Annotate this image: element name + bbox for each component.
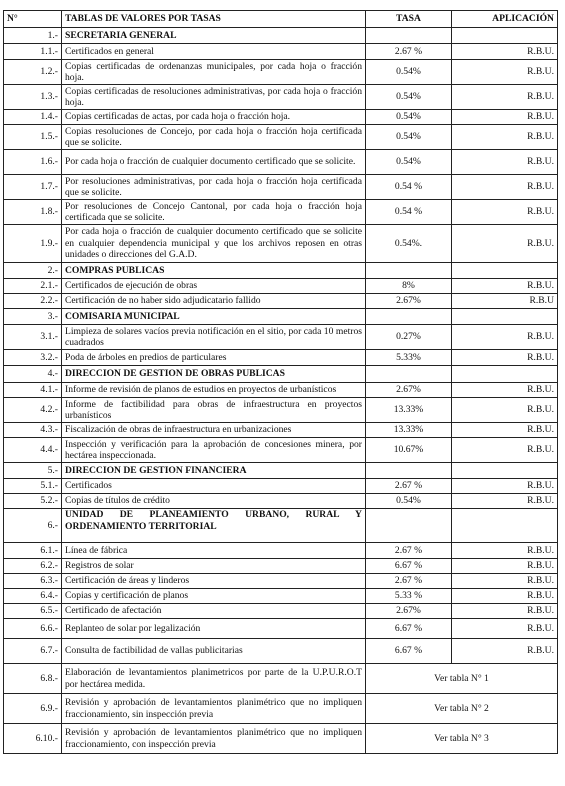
section-number: 3.- bbox=[4, 309, 62, 325]
item-description: Registros de solar bbox=[62, 559, 366, 574]
item-description: Certificado de afectación bbox=[62, 604, 366, 619]
section-title: UNIDAD DE PLANEAMIENTO URBANO, RURAL Y ORDENAMIENTO TERRITORIAL bbox=[62, 509, 366, 543]
tasa-cell bbox=[366, 509, 452, 543]
tasa-value: 0.54% bbox=[366, 150, 452, 175]
item-number: 6.6.- bbox=[4, 619, 62, 639]
tasa-value: 6.67 % bbox=[366, 639, 452, 664]
tasa-cell bbox=[366, 263, 452, 279]
item-description: Copias certificadas de resoluciones administrativas, por cada hoja o fracción hoja. bbox=[62, 85, 366, 110]
item-description: Elaboración de levantamientos planimetricos por parte de la U.P.U.R.O.T por hectárea medida. bbox=[62, 664, 366, 694]
table-row bbox=[4, 325, 558, 350]
table-row bbox=[4, 44, 558, 60]
table-row bbox=[4, 398, 558, 423]
table-body bbox=[4, 28, 558, 754]
header-num: N° bbox=[4, 11, 62, 28]
tasa-value: 6.67 % bbox=[366, 619, 452, 639]
item-number: 5.1.- bbox=[4, 479, 62, 494]
aplicacion-value: R.B.U. bbox=[452, 225, 558, 263]
table-reference: Ver tabla N° 3 bbox=[366, 724, 558, 754]
tasa-value: 0.54% bbox=[366, 60, 452, 85]
item-description: Limpieza de solares vacíos previa notificación en el sitio, por cada 10 metros cuadrados bbox=[62, 325, 366, 350]
tasa-value: 0.27% bbox=[366, 325, 452, 350]
table-row bbox=[4, 150, 558, 175]
aplicacion-value: R.B.U. bbox=[452, 479, 558, 494]
table-row bbox=[4, 494, 558, 509]
table-row bbox=[4, 60, 558, 85]
table-reference: Ver tabla N° 2 bbox=[366, 694, 558, 724]
item-number: 1.6.- bbox=[4, 150, 62, 175]
table-row bbox=[4, 175, 558, 200]
aplicacion-value: R.B.U. bbox=[452, 559, 558, 574]
item-description: Copias certificadas de actas, por cada hoja o fracción hoja. bbox=[62, 110, 366, 125]
table-row bbox=[4, 604, 558, 619]
aplicacion-value: R.B.U. bbox=[452, 150, 558, 175]
item-description: Certificación de no haber sido adjudicatario fallido bbox=[62, 294, 366, 309]
aplicacion-value: R.B.U. bbox=[452, 589, 558, 604]
item-number: 6.3.- bbox=[4, 574, 62, 589]
item-description: Por cada hoja o fracción de cualquier documento certificado que se solicite en cualquier dependencia municipal y que los archivos reposen en otras unidades o direcciones del G.A.D. bbox=[62, 225, 366, 263]
section-number: 2.- bbox=[4, 263, 62, 279]
item-number: 6.2.- bbox=[4, 559, 62, 574]
item-description: Línea de fábrica bbox=[62, 543, 366, 559]
tasa-value: 13.33% bbox=[366, 423, 452, 438]
item-description: Informe de revisión de planos de estudios en proyectos de urbanísticos bbox=[62, 383, 366, 398]
item-number: 1.7.- bbox=[4, 175, 62, 200]
table-row bbox=[4, 589, 558, 604]
item-number: 4.2.- bbox=[4, 398, 62, 423]
table-row bbox=[4, 279, 558, 294]
aplicacion-value: R.B.U. bbox=[452, 110, 558, 125]
table-row bbox=[4, 639, 558, 664]
item-description: Replanteo de solar por legalización bbox=[62, 619, 366, 639]
item-number: 2.1.- bbox=[4, 279, 62, 294]
section-number: 6.- bbox=[4, 509, 62, 543]
item-description: Copias resoluciones de Concejo, por cada hoja o fracción hoja certificada que se solicite. bbox=[62, 125, 366, 150]
item-description: Certificados de ejecución de obras bbox=[62, 279, 366, 294]
section-row bbox=[4, 366, 558, 383]
table-row bbox=[4, 724, 558, 754]
item-number: 6.4.- bbox=[4, 589, 62, 604]
tasas-table bbox=[3, 10, 558, 754]
tasa-value: 10.67% bbox=[366, 438, 452, 463]
table-row bbox=[4, 574, 558, 589]
table-row bbox=[4, 694, 558, 724]
item-description: Copias certificadas de ordenanzas municipales, por cada hoja o fracción hoja. bbox=[62, 60, 366, 85]
item-description: Inspección y verificación para la aprobación de concesiones minera, por hectárea inspeccionada. bbox=[62, 438, 366, 463]
item-number: 6.5.- bbox=[4, 604, 62, 619]
section-row bbox=[4, 509, 558, 543]
item-number: 5.2.- bbox=[4, 494, 62, 509]
aplicacion-value: R.B.U. bbox=[452, 44, 558, 60]
tasa-value: 2.67 % bbox=[366, 44, 452, 60]
item-number: 4.3.- bbox=[4, 423, 62, 438]
tasa-value: 0.54 % bbox=[366, 175, 452, 200]
aplicacion-value: R.B.U. bbox=[452, 200, 558, 225]
item-number: 1.8.- bbox=[4, 200, 62, 225]
aplicacion-value: R.B.U bbox=[452, 294, 558, 309]
tasa-cell bbox=[366, 28, 452, 44]
table-row bbox=[4, 294, 558, 309]
item-description: Certificación de áreas y linderos bbox=[62, 574, 366, 589]
item-number: 1.3.- bbox=[4, 85, 62, 110]
item-number: 1.5.- bbox=[4, 125, 62, 150]
item-description: Poda de árboles en predios de particulares bbox=[62, 350, 366, 366]
tasa-value: 2.67 % bbox=[366, 479, 452, 494]
header-tasa: TASA bbox=[366, 11, 452, 28]
aplicacion-cell bbox=[452, 463, 558, 479]
item-number: 3.1.- bbox=[4, 325, 62, 350]
tasa-value: 0.54%. bbox=[366, 225, 452, 263]
tasa-value: 5.33% bbox=[366, 350, 452, 366]
item-description: Revisión y aprobación de levantamientos planimétrico que no impliquen fraccionamiento, sin inspección previa bbox=[62, 694, 366, 724]
section-row bbox=[4, 263, 558, 279]
table-row bbox=[4, 543, 558, 559]
table-header-row bbox=[4, 11, 558, 28]
header-aplicacion: APLICACIÓN bbox=[452, 11, 558, 28]
aplicacion-cell bbox=[452, 28, 558, 44]
item-description: Por resoluciones de Concejo Cantonal, por cada hoja o fracción hoja certificada que se solicite. bbox=[62, 200, 366, 225]
item-description: Revisión y aprobación de levantamientos planimétrico que no impliquen fraccionamiento, con inspección previa bbox=[62, 724, 366, 754]
tasa-value: 0.54% bbox=[366, 494, 452, 509]
aplicacion-value: R.B.U. bbox=[452, 398, 558, 423]
item-description: Certificados en general bbox=[62, 44, 366, 60]
item-number: 3.2.- bbox=[4, 350, 62, 366]
table-row bbox=[4, 200, 558, 225]
item-description: Informe de factibilidad para obras de infraestructura en proyectos urbanísticos bbox=[62, 398, 366, 423]
section-title: DIRECCION DE GESTION FINANCIERA bbox=[62, 463, 366, 479]
aplicacion-cell bbox=[452, 309, 558, 325]
table-row bbox=[4, 350, 558, 366]
table-row bbox=[4, 423, 558, 438]
tasa-value: 5.33 % bbox=[366, 589, 452, 604]
aplicacion-value: R.B.U. bbox=[452, 383, 558, 398]
tasa-value: 2.67% bbox=[366, 294, 452, 309]
item-number: 2.2.- bbox=[4, 294, 62, 309]
section-row bbox=[4, 463, 558, 479]
table-row bbox=[4, 383, 558, 398]
item-number: 6.7.- bbox=[4, 639, 62, 664]
item-number: 6.8.- bbox=[4, 664, 62, 694]
section-number: 1.- bbox=[4, 28, 62, 44]
table-row bbox=[4, 85, 558, 110]
aplicacion-value: R.B.U. bbox=[452, 574, 558, 589]
section-title: COMISARIA MUNICIPAL bbox=[62, 309, 366, 325]
aplicacion-value: R.B.U. bbox=[452, 85, 558, 110]
item-description: Copias de títulos de crédito bbox=[62, 494, 366, 509]
aplicacion-value: R.B.U. bbox=[452, 60, 558, 85]
section-number: 5.- bbox=[4, 463, 62, 479]
item-description: Por resoluciones administrativas, por cada hoja o fracción hoja certificada que se solicite. bbox=[62, 175, 366, 200]
item-description: Consulta de factibilidad de vallas publicitarias bbox=[62, 639, 366, 664]
aplicacion-value: R.B.U. bbox=[452, 639, 558, 664]
aplicacion-value: R.B.U. bbox=[452, 604, 558, 619]
aplicacion-value: R.B.U. bbox=[452, 175, 558, 200]
aplicacion-value: R.B.U. bbox=[452, 423, 558, 438]
aplicacion-value: R.B.U. bbox=[452, 494, 558, 509]
tasa-value: 0.54% bbox=[366, 110, 452, 125]
table-row bbox=[4, 619, 558, 639]
table-row bbox=[4, 438, 558, 463]
tasa-cell bbox=[366, 366, 452, 383]
aplicacion-value: R.B.U. bbox=[452, 543, 558, 559]
tasa-cell bbox=[366, 309, 452, 325]
aplicacion-cell bbox=[452, 509, 558, 543]
tasa-value: 13.33% bbox=[366, 398, 452, 423]
tasa-value: 0.54 % bbox=[366, 200, 452, 225]
item-description: Fiscalización de obras de infraestructura en urbanizaciones bbox=[62, 423, 366, 438]
aplicacion-cell bbox=[452, 366, 558, 383]
aplicacion-value: R.B.U. bbox=[452, 325, 558, 350]
section-row bbox=[4, 28, 558, 44]
item-description: Copias y certificación de planos bbox=[62, 589, 366, 604]
section-title: DIRECCION DE GESTION DE OBRAS PUBLICAS bbox=[62, 366, 366, 383]
item-number: 1.4.- bbox=[4, 110, 62, 125]
table-row bbox=[4, 225, 558, 263]
section-number: 4.- bbox=[4, 366, 62, 383]
item-number: 6.9.- bbox=[4, 694, 62, 724]
item-description: Por cada hoja o fracción de cualquier documento certificado que se solicite. bbox=[62, 150, 366, 175]
item-description: Certificados bbox=[62, 479, 366, 494]
table-reference: Ver tabla N° 1 bbox=[366, 664, 558, 694]
tasa-value: 0.54% bbox=[366, 85, 452, 110]
item-number: 4.1.- bbox=[4, 383, 62, 398]
header-description: TABLAS DE VALORES POR TASAS bbox=[62, 11, 366, 28]
tasa-value: 2.67 % bbox=[366, 574, 452, 589]
tasa-value: 6.67 % bbox=[366, 559, 452, 574]
table-row bbox=[4, 664, 558, 694]
item-number: 6.1.- bbox=[4, 543, 62, 559]
aplicacion-value: R.B.U. bbox=[452, 350, 558, 366]
tasa-cell bbox=[366, 463, 452, 479]
aplicacion-value: R.B.U. bbox=[452, 619, 558, 639]
tasa-value: 8% bbox=[366, 279, 452, 294]
section-title: SECRETARIA GENERAL bbox=[62, 28, 366, 44]
table-row bbox=[4, 125, 558, 150]
section-row bbox=[4, 309, 558, 325]
aplicacion-cell bbox=[452, 263, 558, 279]
item-number: 1.2.- bbox=[4, 60, 62, 85]
aplicacion-value: R.B.U. bbox=[452, 125, 558, 150]
section-title: COMPRAS PUBLICAS bbox=[62, 263, 366, 279]
item-number: 1.1.- bbox=[4, 44, 62, 60]
table-row bbox=[4, 110, 558, 125]
table-row bbox=[4, 559, 558, 574]
item-number: 4.4.- bbox=[4, 438, 62, 463]
item-number: 6.10.- bbox=[4, 724, 62, 754]
tasa-value: 2.67% bbox=[366, 604, 452, 619]
aplicacion-value: R.B.U. bbox=[452, 279, 558, 294]
item-number: 1.9.- bbox=[4, 225, 62, 263]
aplicacion-value: R.B.U. bbox=[452, 438, 558, 463]
tasa-value: 2.67 % bbox=[366, 543, 452, 559]
table-row bbox=[4, 479, 558, 494]
tasa-value: 0.54% bbox=[366, 125, 452, 150]
tasa-value: 2.67% bbox=[366, 383, 452, 398]
